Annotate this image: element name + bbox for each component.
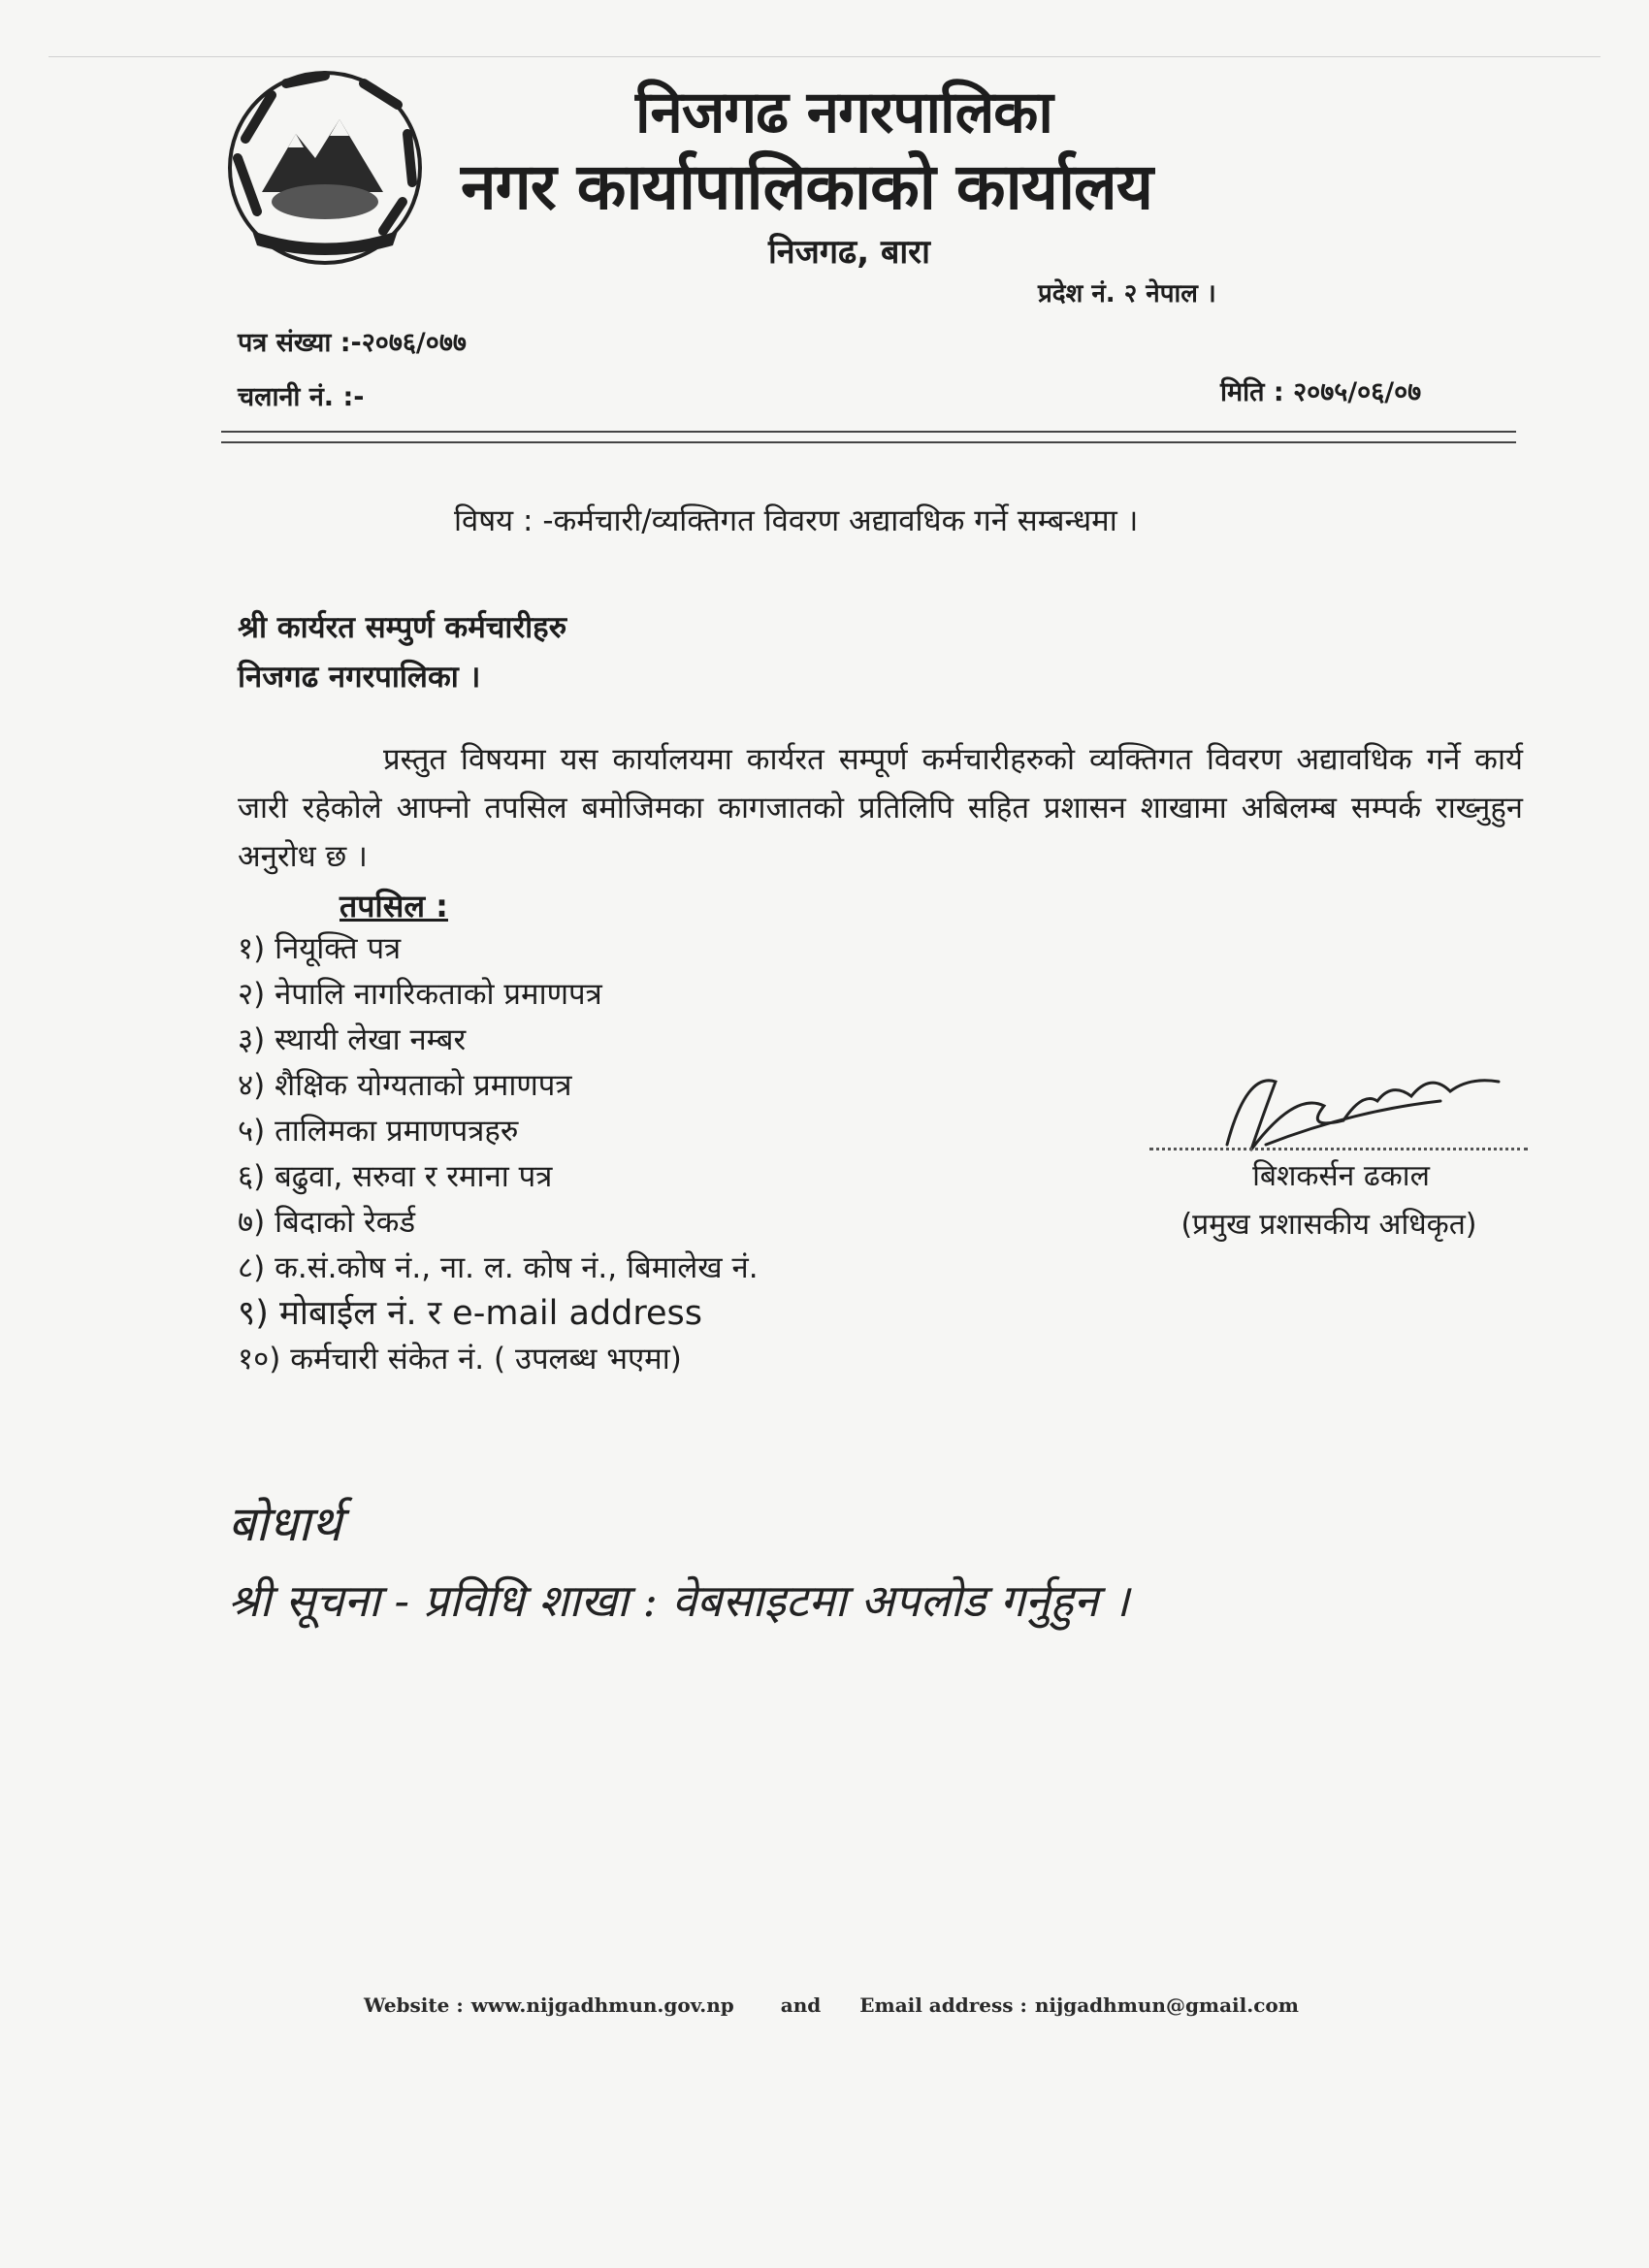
body-paragraph: प्रस्तुत विषयमा यस कार्यालयमा कार्यरत सम्पूर्ण कर्मचारीहरुको व्यक्तिगत विवरण अद्यावधिक गर्ने कार्य जारी रहेकोले आफ्नो तपसिल बमोजिमका कागजातको प्रतिलिपि सहित प्रशासन शाखामा अबिलम्ब सम्पर्क राख्नुहुन अनुरोध छ । [238, 742, 1523, 874]
list-item: ४) शैक्षिक योग्यताको प्रमाणपत्र [238, 1068, 572, 1103]
date [1220, 373, 1421, 408]
signatory-title: (प्रमुख प्रशासकीय अधिकृत) [1180, 1208, 1477, 1242]
list-item: १) नियूक्ति पत्र [238, 931, 402, 966]
dispatch-number-label: चलानी नं. :- [238, 382, 365, 412]
handwritten-note: बोधार्थ [228, 1496, 342, 1552]
office-title: नगर कार्यापालिकाको कार्यालय [461, 149, 1153, 224]
document-list [238, 926, 759, 1382]
letter-number [238, 323, 467, 359]
list-title: तपसिल : [340, 888, 448, 924]
addressee-line: निजगढ नगरपालिका । [238, 660, 481, 695]
footer-email-label: Email address : [859, 1993, 1027, 2017]
list-item: ९) मोबाईल नं. र e-mail address [238, 1294, 702, 1333]
handwritten-note: श्री सूचना - प्रविधि शाखा : वेबसाइटमा अपलोड गर्नुहुन । [228, 1574, 1130, 1627]
subject-line: विषय : -कर्मचारी/व्यक्तिगत विवरण अद्यावधिक गर्ने सम्बन्धमा । [454, 503, 1139, 538]
header-divider [221, 441, 1516, 443]
list-item: २) नेपालि नागरिकताको प्रमाणपत्र [238, 977, 602, 1012]
date-label: मिति : [1220, 377, 1284, 407]
list-item: ७) बिदाको रेकर्ड [238, 1205, 416, 1240]
addressee-line: श्री कार्यरत सम्पुर्ण कर्मचारीहरु [238, 610, 567, 645]
nepal-emblem-icon [218, 66, 432, 270]
scan-edge [48, 56, 1600, 57]
province-text: प्रदेश नं. २ नेपाल । [1038, 279, 1216, 308]
office-location: निजगढ, बारा [768, 233, 930, 272]
signature-mark [1208, 1053, 1528, 1159]
header-divider [221, 431, 1516, 433]
list-item: १०) कर्मचारी संकेत नं. ( उपलब्ध भएमा) [238, 1342, 682, 1377]
signature-line [1149, 1148, 1528, 1150]
list-item: ८) क.सं.कोष नं., ना. ल. कोष नं., बिमालेख नं. [238, 1250, 759, 1285]
letter-number-value: -२०७६/०७७ [350, 328, 467, 358]
signatory-name: बिशकर्सन ढकाल [1252, 1159, 1430, 1193]
letter-number-label: पत्र संख्या : [238, 328, 351, 358]
footer [364, 1993, 1307, 2017]
list-item: ६) बढुवा, सरुवा र रमाना पत्र [238, 1159, 553, 1194]
footer-email: nijgadhmun@gmail.com [1034, 1993, 1299, 2017]
list-item: ३) स्थायी लेखा नम्बर [238, 1022, 467, 1057]
footer-website-label: Website : [364, 1993, 464, 2017]
date-value: २०७५/०६/०७ [1293, 377, 1422, 407]
municipality-title: निजगढ नगरपालिका [635, 79, 1052, 146]
list-item: ५) तालिमका प्रमाणपत्रहरु [238, 1114, 519, 1149]
footer-and: and [780, 1993, 822, 2017]
footer-website: www.nijgadhmun.gov.np [470, 1993, 734, 2017]
